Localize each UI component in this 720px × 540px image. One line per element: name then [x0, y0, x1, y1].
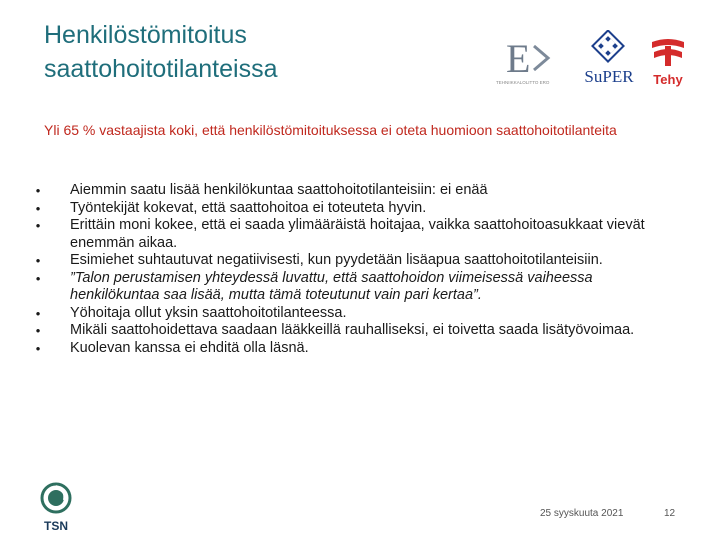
bullet-dot: •	[35, 340, 41, 356]
lead-statement: Yli 65 % vastaajista koki, että henkilöstömitoituksessa ei oteta huomioon saattohoitotilanteita	[44, 122, 617, 138]
tehy-logo-text: Tehy	[653, 72, 683, 87]
bullet-text: Erittäin moni kokee, että ei saada ylimääräistä hoitajaa, vaikka saattohoitoasukkaat vievät enemmän aikaa.	[70, 217, 645, 251]
slide-title	[44, 18, 384, 86]
page-number: 12	[664, 508, 676, 519]
bullet-item	[28, 182, 678, 200]
tehy-logo	[646, 36, 690, 88]
bullet-item	[28, 200, 678, 218]
tsn-logo	[36, 482, 76, 534]
bullet-text: Kuolevan kanssa ei ehditä olla läsnä.	[70, 339, 309, 356]
bullet-text: Mikäli saattohoidettava saadaan lääkkeillä rauhalliseksi, ei toivetta saada lisätyövoimaa.	[70, 322, 635, 338]
bullet-dot: •	[35, 253, 41, 268]
bullet-text: Aiemmin saatu lisää henkilökuntaa saattohoitotilanteisiin: ei enää	[70, 182, 488, 198]
e-union-logo	[492, 34, 574, 86]
footer-date: 25 syyskuuta 2021	[540, 508, 624, 519]
super-logo	[580, 30, 638, 86]
bullet-item-quote	[28, 270, 678, 305]
bullet-dot: •	[35, 183, 41, 198]
e-logo-letter: E	[506, 36, 531, 81]
bullet-item	[28, 305, 678, 323]
bullet-item	[28, 340, 678, 358]
bullet-text: ”Talon perustamisen yhteydessä luvattu, että saattohoidon viimeisessä vaiheessa henkilökuntaa saa lisää, mutta tämä toteutunut vain pari kertaa”.	[70, 269, 593, 303]
bullet-item	[28, 252, 678, 270]
slide-title-line-2: saattohoitotilanteissa	[44, 55, 278, 83]
e-logo-caption: TEHNIIKKALOLITTO ERO	[496, 80, 550, 85]
tsn-logo-text: TSN	[44, 519, 68, 533]
bullet-dot: •	[35, 270, 41, 286]
super-logo-text: SuPER	[584, 67, 634, 86]
bullet-list	[28, 182, 678, 357]
bullet-dot: •	[35, 200, 41, 216]
bullet-item	[28, 322, 678, 340]
slide-title-line-1: Henkilöstömitoitus	[44, 21, 247, 49]
bullet-text: Yöhoitaja ollut yksin saattohoitotilanteessa.	[70, 304, 347, 321]
bullet-text: Esimiehet suhtautuvat negatiivisesti, kun pyydetään lisäapua saattohoitotilanteisiin.	[70, 252, 603, 268]
bullet-dot: •	[35, 218, 41, 233]
bullet-dot: •	[35, 323, 41, 338]
bullet-item	[28, 217, 678, 252]
bullet-text: Työntekijät kokevat, että saattohoitoa ei toteuteta hyvin.	[70, 199, 427, 216]
bullet-dot: •	[35, 305, 41, 321]
